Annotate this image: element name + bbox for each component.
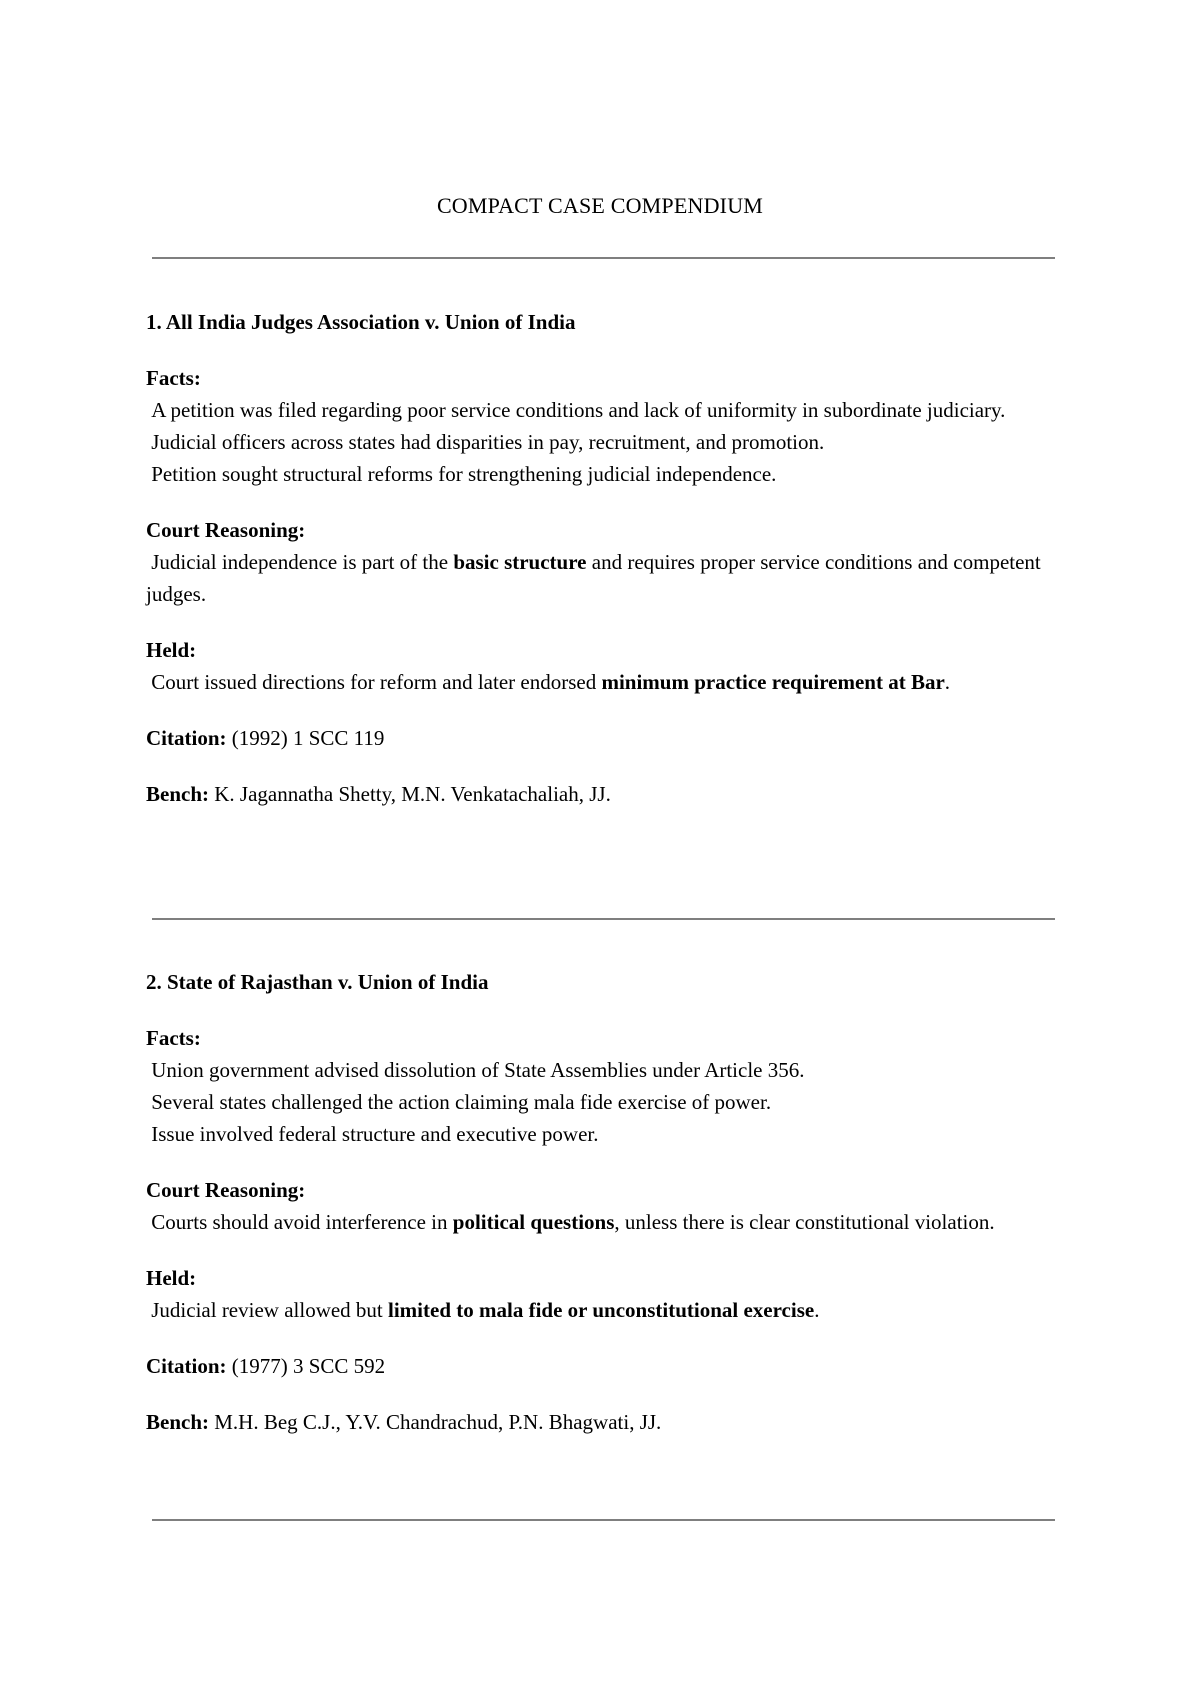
- bench-value: K. Jagannatha Shetty, M.N. Venkatachaliah, JJ.: [209, 782, 611, 806]
- facts-section: [146, 362, 1056, 490]
- held-emphasis: minimum practice requirement at Bar: [601, 670, 945, 694]
- reasoning-text-part: , unless there is clear constitutional violation.: [614, 1210, 995, 1234]
- facts-line: A petition was filed regarding poor service conditions and lack of uniformity in subordinate judiciary.: [146, 398, 1006, 422]
- facts-line: Petition sought structural reforms for strengthening judicial independence.: [146, 462, 777, 486]
- reasoning-emphasis: political questions: [452, 1210, 615, 1234]
- case-entry-1: [146, 306, 1056, 834]
- held-text-part: .: [814, 1298, 820, 1322]
- case-entry-2: [146, 966, 1056, 1462]
- held-text-part: Judicial review allowed but: [146, 1298, 389, 1322]
- case-heading: 1. All India Judges Association v. Union of India: [146, 310, 576, 334]
- bench-label: Bench:: [146, 782, 209, 806]
- horizontal-rule: [152, 1519, 1055, 1521]
- document-title: COMPACT CASE COMPENDIUM: [436, 193, 764, 218]
- facts-line: Several states challenged the action claiming mala fide exercise of power.: [146, 1090, 772, 1114]
- held-section: [146, 1262, 1056, 1326]
- citation-label: Citation:: [146, 726, 227, 750]
- bench-section: [146, 778, 1056, 810]
- reasoning-emphasis: basic structure: [453, 550, 587, 574]
- bench-value: M.H. Beg C.J., Y.V. Chandrachud, P.N. Bhagwati, JJ.: [209, 1410, 662, 1434]
- case-heading: 2. State of Rajasthan v. Union of India: [146, 970, 489, 994]
- facts-line: Union government advised dissolution of State Assemblies under Article 356.: [146, 1058, 805, 1082]
- held-label: Held:: [146, 638, 197, 662]
- reasoning-text: [146, 546, 1056, 610]
- facts-label: Facts:: [146, 1026, 201, 1050]
- bench-section: [146, 1406, 1056, 1438]
- reasoning-text: [146, 1206, 1056, 1238]
- reasoning-section: [146, 514, 1056, 610]
- reasoning-text-part: Courts should avoid interference in: [146, 1210, 453, 1234]
- facts-section: [146, 1022, 1056, 1150]
- held-text: [146, 666, 1056, 698]
- held-emphasis: limited to mala fide or unconstitutional exercise: [388, 1298, 815, 1322]
- bench-label: Bench:: [146, 1410, 209, 1434]
- reasoning-text-part: and requires proper service conditions and competent judges.: [146, 550, 1047, 606]
- reasoning-label: Court Reasoning:: [146, 518, 306, 542]
- citation-value: (1977) 3 SCC 592: [226, 1354, 386, 1378]
- citation-label: Citation:: [146, 1354, 227, 1378]
- horizontal-rule: [152, 257, 1055, 259]
- held-label: Held:: [146, 1266, 197, 1290]
- citation-value: (1992) 1 SCC 119: [226, 726, 385, 750]
- held-text-part: Court issued directions for reform and later endorsed: [146, 670, 602, 694]
- held-text-part: .: [944, 670, 951, 694]
- facts-line: Issue involved federal structure and executive power.: [146, 1122, 599, 1146]
- reasoning-section: [146, 1174, 1056, 1238]
- facts-line: Judicial officers across states had disparities in pay, recruitment, and promotion.: [146, 430, 825, 454]
- facts-label: Facts:: [146, 366, 201, 390]
- held-section: [146, 634, 1056, 698]
- held-text: [146, 1294, 1056, 1326]
- citation-section: [146, 1350, 1056, 1382]
- horizontal-rule: [152, 918, 1055, 920]
- citation-section: [146, 722, 1056, 754]
- reasoning-label: Court Reasoning:: [146, 1178, 306, 1202]
- reasoning-text-part: Judicial independence is part of the: [146, 550, 454, 574]
